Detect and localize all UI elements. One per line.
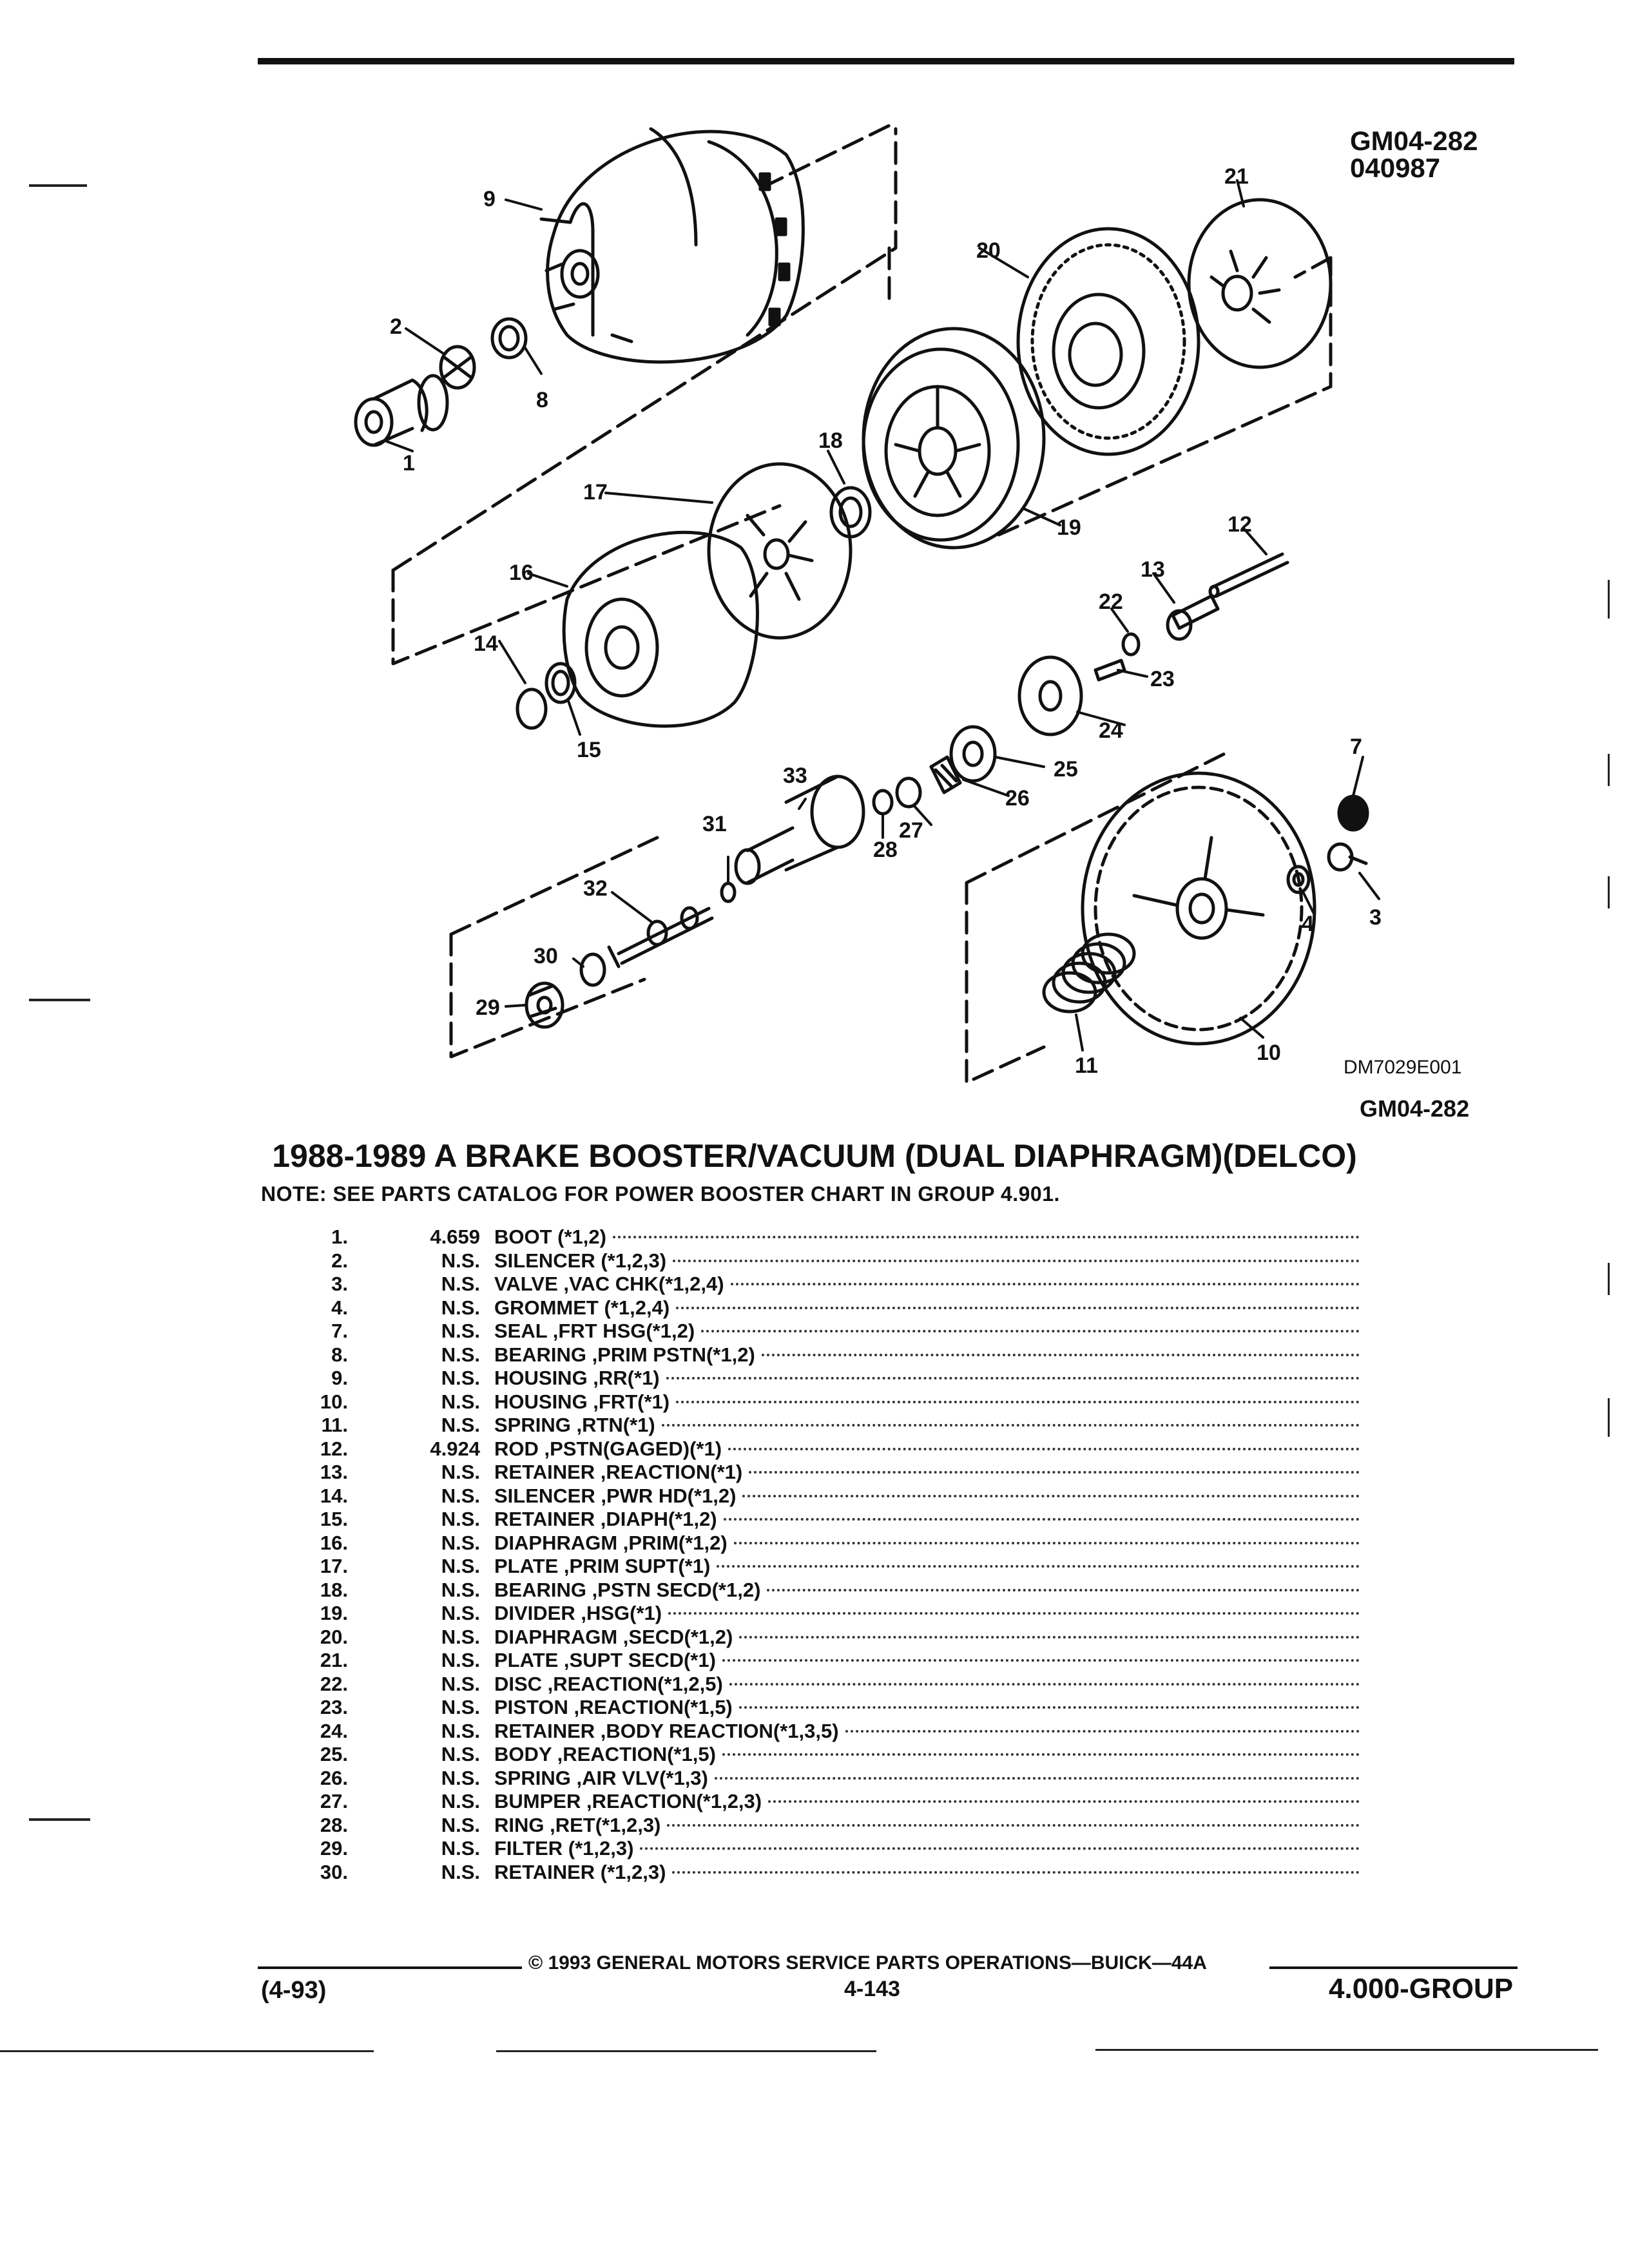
- part-rear-housing: [541, 129, 803, 362]
- part-description: BUMPER ,REACTION(*1,2,3): [494, 1790, 762, 1812]
- part-code: N.S.: [441, 1484, 480, 1507]
- part-code: N.S.: [441, 1719, 480, 1742]
- part-small-ring: [722, 883, 735, 901]
- part-row: [284, 1720, 1379, 1744]
- part-row: [284, 1767, 1379, 1791]
- callout-25: 25: [1054, 757, 1078, 782]
- part-description: VALVE ,VAC CHK(*1,2,4): [494, 1273, 724, 1295]
- part-code: N.S.: [441, 1367, 480, 1389]
- part-index: 30.: [320, 1860, 348, 1883]
- part-description: BOOT (*1,2): [494, 1225, 606, 1248]
- dot-leader: [666, 1377, 1360, 1379]
- part-index: 11.: [321, 1414, 348, 1436]
- part-code: N.S.: [441, 1813, 480, 1836]
- dot-leader: [739, 1636, 1360, 1639]
- part-row: [284, 1814, 1379, 1838]
- parts-list: [284, 1225, 1379, 1884]
- part-code: 4.924: [430, 1437, 480, 1460]
- dot-leader: [676, 1401, 1360, 1403]
- part-description: GROMMET (*1,2,4): [494, 1296, 670, 1319]
- figure-code-bottom: GM04-282: [1360, 1095, 1470, 1122]
- part-description: RETAINER (*1,2,3): [494, 1860, 666, 1883]
- part-boot: [356, 376, 447, 445]
- part-description: SILENCER ,PWR HD(*1,2): [494, 1484, 737, 1507]
- scan-mark: [1608, 876, 1610, 908]
- part-row: [284, 1696, 1379, 1720]
- scan-line: [496, 2050, 876, 2052]
- part-divider-housing: [863, 329, 1044, 548]
- part-description: HOUSING ,RR(*1): [494, 1367, 660, 1389]
- part-row: [284, 1225, 1379, 1249]
- part-code: N.S.: [441, 1296, 480, 1319]
- part-code: N.S.: [441, 1461, 480, 1483]
- part-bumper-reaction: [897, 778, 920, 807]
- part-code: N.S.: [441, 1414, 480, 1436]
- dot-leader: [701, 1330, 1360, 1332]
- part-description: FILTER (*1,2,3): [494, 1837, 634, 1860]
- part-description: SPRING ,RTN(*1): [494, 1414, 655, 1436]
- part-row: [284, 1508, 1379, 1532]
- part-ring-ret: [874, 791, 892, 814]
- dot-leader: [768, 1800, 1360, 1803]
- part-description: PISTON ,REACTION(*1,5): [494, 1696, 733, 1718]
- callout-9: 9: [483, 187, 496, 211]
- part-description: DIAPHRAGM ,PRIM(*1,2): [494, 1531, 728, 1554]
- dot-leader: [729, 1683, 1360, 1686]
- dot-leader: [728, 1448, 1360, 1450]
- part-row: [284, 1437, 1379, 1461]
- part-description: DIVIDER ,HSG(*1): [494, 1602, 662, 1624]
- part-row: [284, 1414, 1379, 1437]
- callout-1: 1: [403, 451, 415, 476]
- callout-12: 12: [1228, 512, 1252, 537]
- callout-28: 28: [873, 838, 898, 862]
- part-index: 28.: [320, 1813, 348, 1836]
- part-code: N.S.: [441, 1531, 480, 1554]
- callout-13: 13: [1141, 557, 1165, 582]
- part-description: SILENCER (*1,2,3): [494, 1249, 667, 1272]
- part-row: [284, 1320, 1379, 1343]
- part-front-housing: [1083, 773, 1315, 1044]
- part-index: 3.: [331, 1273, 348, 1295]
- dot-leader: [613, 1236, 1360, 1238]
- callout-3: 3: [1369, 905, 1382, 930]
- part-code: N.S.: [441, 1743, 480, 1765]
- callout-22: 22: [1099, 590, 1123, 614]
- part-index: 29.: [320, 1837, 348, 1860]
- part-seal-frt-housing: [1339, 796, 1367, 830]
- part-row: [284, 1837, 1379, 1861]
- dot-leader: [722, 1753, 1360, 1756]
- part-code: N.S.: [441, 1320, 480, 1342]
- dot-leader: [845, 1730, 1360, 1733]
- part-index: 13.: [320, 1461, 348, 1483]
- part-description: BODY ,REACTION(*1,5): [494, 1743, 716, 1765]
- part-index: 4.: [331, 1296, 348, 1319]
- exploded-parts-diagram: [0, 0, 1629, 1108]
- part-index: 9.: [331, 1367, 348, 1389]
- part-code: N.S.: [441, 1249, 480, 1272]
- dot-leader: [722, 1659, 1360, 1662]
- part-code: N.S.: [441, 1273, 480, 1295]
- part-diaphragm-secd: [1018, 229, 1199, 454]
- part-index: 22.: [320, 1672, 348, 1695]
- callout-17: 17: [583, 480, 608, 505]
- part-code: N.S.: [441, 1602, 480, 1624]
- part-index: 24.: [320, 1719, 348, 1742]
- part-silencer-pwr-hd: [517, 689, 546, 728]
- part-index: 17.: [320, 1555, 348, 1577]
- dot-leader: [668, 1612, 1360, 1615]
- group-label: 4.000-GROUP: [1329, 1973, 1514, 2004]
- part-spring-air-valve: [931, 757, 960, 793]
- callout-19: 19: [1057, 515, 1081, 540]
- copyright-text: © 1993 GENERAL MOTORS SERVICE PARTS OPERATIONS—BUICK—44A: [528, 1952, 1207, 1974]
- callout-30: 30: [534, 944, 558, 968]
- leader-lines: [387, 180, 1379, 1050]
- part-index: 16.: [320, 1531, 348, 1554]
- part-silencer: [441, 347, 474, 388]
- part-index: 8.: [331, 1343, 348, 1366]
- part-description: SEAL ,FRT HSG(*1,2): [494, 1320, 695, 1342]
- part-description: PLATE ,PRIM SUPT(*1): [494, 1555, 711, 1577]
- part-description: RETAINER ,DIAPH(*1,2): [494, 1508, 717, 1530]
- catalog-note: NOTE: SEE PARTS CATALOG FOR POWER BOOSTER CHART IN GROUP 4.901.: [261, 1182, 1060, 1206]
- part-index: 14.: [320, 1484, 348, 1507]
- part-index: 20.: [320, 1625, 348, 1648]
- dot-leader: [676, 1307, 1360, 1309]
- part-bearing-secd: [831, 488, 870, 537]
- part-code: N.S.: [441, 1837, 480, 1860]
- part-index: 26.: [320, 1766, 348, 1789]
- part-index: 7.: [331, 1320, 348, 1342]
- page-number: 4-143: [844, 1977, 900, 2001]
- callout-15: 15: [577, 738, 601, 762]
- part-row: [284, 1555, 1379, 1579]
- scan-line: [1095, 2049, 1598, 2051]
- part-body-reaction: [951, 727, 995, 781]
- dot-leader: [640, 1847, 1360, 1850]
- part-row: [284, 1790, 1379, 1814]
- part-code: N.S.: [441, 1672, 480, 1695]
- part-plate-supt-secd: [1189, 200, 1331, 367]
- scan-mark: [1608, 1398, 1610, 1437]
- callout-24: 24: [1099, 718, 1123, 743]
- scan-mark: [29, 1818, 90, 1821]
- part-index: 25.: [320, 1743, 348, 1765]
- part-description: SPRING ,AIR VLV(*1,3): [494, 1766, 708, 1789]
- part-code: N.S.: [441, 1555, 480, 1577]
- figure-code: GM04-282: [1350, 126, 1478, 156]
- dot-leader: [739, 1706, 1360, 1709]
- part-piston-assembly: [736, 776, 863, 883]
- part-code: N.S.: [441, 1790, 480, 1812]
- revision-date: (4-93): [261, 1977, 327, 2004]
- part-code: N.S.: [441, 1343, 480, 1366]
- part-index: 12.: [320, 1437, 348, 1460]
- part-code: 4.659: [430, 1225, 480, 1248]
- callout-7: 7: [1350, 735, 1362, 759]
- callout-29: 29: [476, 995, 500, 1020]
- part-description: BEARING ,PRIM PSTN(*1,2): [494, 1343, 755, 1366]
- scan-line: [0, 2050, 374, 2052]
- part-index: 21.: [320, 1649, 348, 1671]
- part-check-valve: [1329, 844, 1366, 870]
- dot-leader: [742, 1495, 1360, 1497]
- part-retainer-diaph: [546, 664, 575, 702]
- part-index: 15.: [320, 1508, 348, 1530]
- callout-18: 18: [818, 428, 843, 453]
- callout-16: 16: [509, 561, 534, 585]
- callout-labels: [390, 164, 1382, 1078]
- callout-27: 27: [899, 818, 923, 843]
- part-row: [284, 1602, 1379, 1626]
- scan-mark: [1608, 580, 1610, 619]
- part-row: [284, 1485, 1379, 1508]
- part-code: N.S.: [441, 1625, 480, 1648]
- callout-33: 33: [783, 764, 807, 788]
- callout-26: 26: [1005, 786, 1030, 811]
- part-spring-return: [1044, 934, 1134, 1012]
- part-description: RETAINER ,REACTION(*1): [494, 1461, 743, 1483]
- part-description: RETAINER ,BODY REACTION(*1,3,5): [494, 1719, 839, 1742]
- callout-32: 32: [583, 876, 608, 901]
- part-code: N.S.: [441, 1696, 480, 1718]
- callout-14: 14: [474, 631, 498, 656]
- part-row: [284, 1673, 1379, 1696]
- dot-leader: [731, 1283, 1360, 1285]
- image-code: DM7029E001: [1344, 1057, 1462, 1078]
- part-code: N.S.: [441, 1390, 480, 1413]
- part-rod-pstn: [1210, 554, 1287, 597]
- part-description: HOUSING ,FRT(*1): [494, 1390, 670, 1413]
- callout-20: 20: [976, 238, 1001, 263]
- part-description: DISC ,REACTION(*1,2,5): [494, 1672, 723, 1695]
- part-row: [284, 1461, 1379, 1485]
- part-code: N.S.: [441, 1766, 480, 1789]
- scan-mark: [1608, 1263, 1610, 1295]
- part-index: 1.: [331, 1225, 348, 1248]
- callout-11: 11: [1075, 1053, 1098, 1078]
- part-diaphragm-prim: [564, 532, 757, 726]
- figure-code-sub: 040987: [1350, 153, 1441, 183]
- part-valve-rod: [609, 908, 712, 966]
- part-index: 19.: [320, 1602, 348, 1624]
- callout-8: 8: [536, 388, 548, 412]
- callout-10: 10: [1257, 1041, 1281, 1065]
- scan-mark: [1608, 754, 1610, 786]
- callout-31: 31: [702, 812, 727, 836]
- part-description: ROD ,PSTN(GAGED)(*1): [494, 1437, 722, 1460]
- part-row: [284, 1626, 1379, 1649]
- dot-leader: [717, 1565, 1360, 1568]
- part-retainer-body-reaction: [1019, 657, 1081, 735]
- part-row: [284, 1579, 1379, 1602]
- section-title: 1988-1989 A BRAKE BOOSTER/VACUUM (DUAL DIAPHRAGM)(DELCO): [272, 1138, 1357, 1174]
- dot-leader: [734, 1542, 1360, 1544]
- part-retainer: [581, 954, 604, 985]
- part-code: N.S.: [441, 1578, 480, 1601]
- dot-leader: [749, 1471, 1360, 1474]
- callout-23: 23: [1150, 667, 1175, 691]
- dot-leader: [662, 1424, 1360, 1427]
- dot-leader: [672, 1871, 1360, 1874]
- callout-21: 21: [1224, 164, 1249, 189]
- part-description: RING ,RET(*1,2,3): [494, 1813, 661, 1836]
- part-code: N.S.: [441, 1508, 480, 1530]
- part-index: 2.: [331, 1249, 348, 1272]
- dot-leader: [667, 1824, 1360, 1827]
- part-row: [284, 1343, 1379, 1367]
- part-code: N.S.: [441, 1860, 480, 1883]
- part-row: [284, 1367, 1379, 1390]
- part-row: [284, 1249, 1379, 1273]
- callout-4: 4: [1302, 912, 1314, 936]
- part-index: 23.: [320, 1696, 348, 1718]
- part-index: 10.: [320, 1390, 348, 1413]
- part-row: [284, 1532, 1379, 1555]
- part-code: N.S.: [441, 1649, 480, 1671]
- part-row: [284, 1743, 1379, 1767]
- part-bearing: [492, 319, 526, 358]
- part-row: [284, 1390, 1379, 1414]
- part-index: 18.: [320, 1578, 348, 1601]
- dot-leader: [724, 1518, 1360, 1521]
- part-description: DIAPHRAGM ,SECD(*1,2): [494, 1625, 733, 1648]
- part-row: [284, 1649, 1379, 1673]
- part-index: 27.: [320, 1790, 348, 1812]
- footer-rule-right: [1269, 1966, 1518, 1969]
- part-row: [284, 1273, 1379, 1296]
- dot-leader: [767, 1589, 1360, 1591]
- dot-leader: [762, 1354, 1360, 1356]
- part-plate-prim-supt: [709, 464, 851, 638]
- footer-rule-left: [258, 1966, 522, 1969]
- part-description: PLATE ,SUPT SECD(*1): [494, 1649, 716, 1671]
- part-description: BEARING ,PSTN SECD(*1,2): [494, 1578, 761, 1601]
- part-disc-reaction: [1123, 634, 1139, 655]
- callout-2: 2: [390, 314, 402, 339]
- dot-leader: [673, 1260, 1360, 1262]
- part-row: [284, 1296, 1379, 1320]
- part-row: [284, 1861, 1379, 1885]
- dot-leader: [715, 1777, 1360, 1780]
